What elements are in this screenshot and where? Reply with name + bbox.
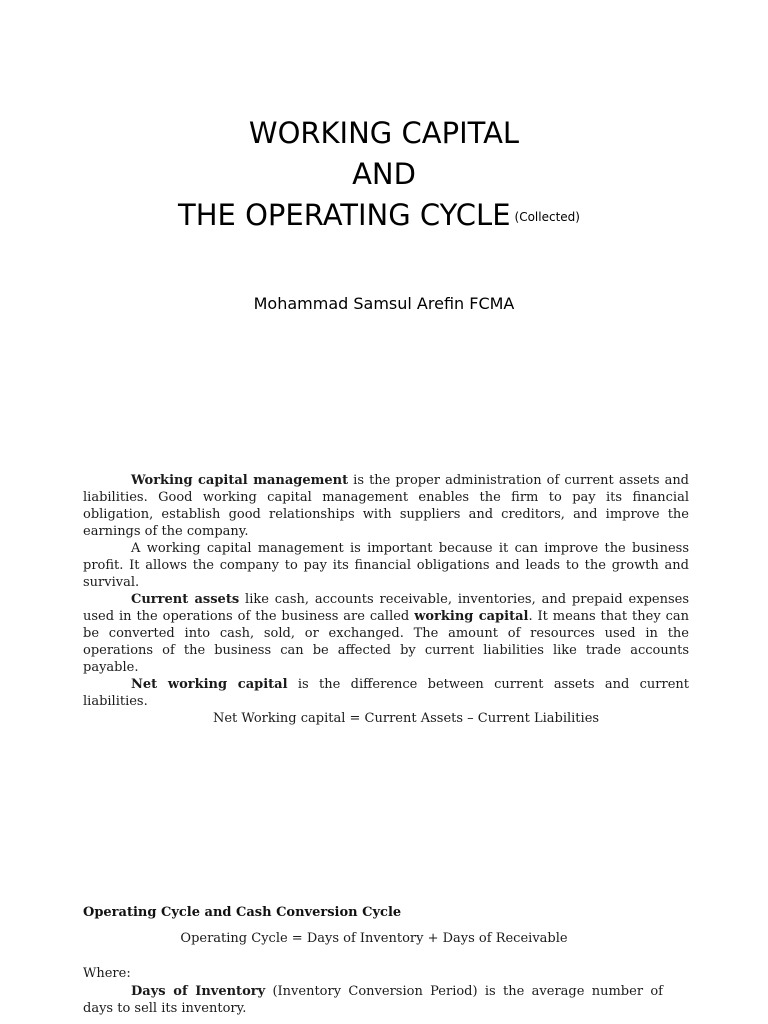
body-text	[83, 472, 689, 727]
paragraph-4	[83, 676, 689, 710]
days-bold: Days of Inventory	[131, 984, 266, 999]
paragraph-3	[83, 591, 689, 676]
where-label: Where:	[83, 966, 131, 981]
paragraph-2: A working capital management is important because it can improve the business profit. It allows the company to pay its financial obligations and leads to the growth and survival.	[83, 541, 689, 590]
p3-bold-1: Current assets	[131, 592, 240, 607]
p1-text: is the proper administration of current assets and liabilities. Good working capital management enables the firm to pay its financial obligation, establish good relationships with suppliers and creditors, and improve the earnings of the company.	[83, 473, 690, 539]
p3-text-2: . It means that they can be converted into cash, sold, or exchanged. The amount of resources used in the operations of the business can be affected by current liabilities like trade accounts payable.	[83, 609, 690, 675]
title-line-3-text: THE OPERATING CYCLE	[178, 198, 511, 232]
p3-text-1: like cash, accounts receivable, inventories, and prepaid expenses used in the operations of the business are called	[83, 592, 690, 624]
title-line-1: WORKING CAPITAL	[248, 116, 520, 150]
section-heading: Operating Cycle and Cash Conversion Cycle	[83, 905, 402, 920]
title-line-3	[0, 195, 763, 238]
author-name: Mohammad Samsul Arefin FCMA	[253, 294, 515, 313]
title-line-2: AND	[352, 157, 416, 191]
p4-bold: Net working capital	[131, 677, 288, 692]
p3-bold-2: working capital	[414, 609, 529, 624]
p4-text: is the difference between current assets and current liabilities.	[83, 677, 689, 709]
net-working-capital-formula: Net Working capital = Current Assets – Current Liabilities	[212, 711, 600, 726]
days-text: (Inventory Conversion Period) is the average number of days to sell its inventory.	[83, 984, 663, 1016]
title-note: (Collected)	[514, 210, 580, 224]
operating-cycle-formula: Operating Cycle = Days of Inventory + Days of Receivable	[180, 931, 568, 946]
document-title	[0, 113, 768, 238]
days-of-inventory-paragraph	[83, 983, 663, 1017]
paragraph-1	[83, 472, 689, 540]
p1-bold: Working capital management	[131, 473, 349, 488]
